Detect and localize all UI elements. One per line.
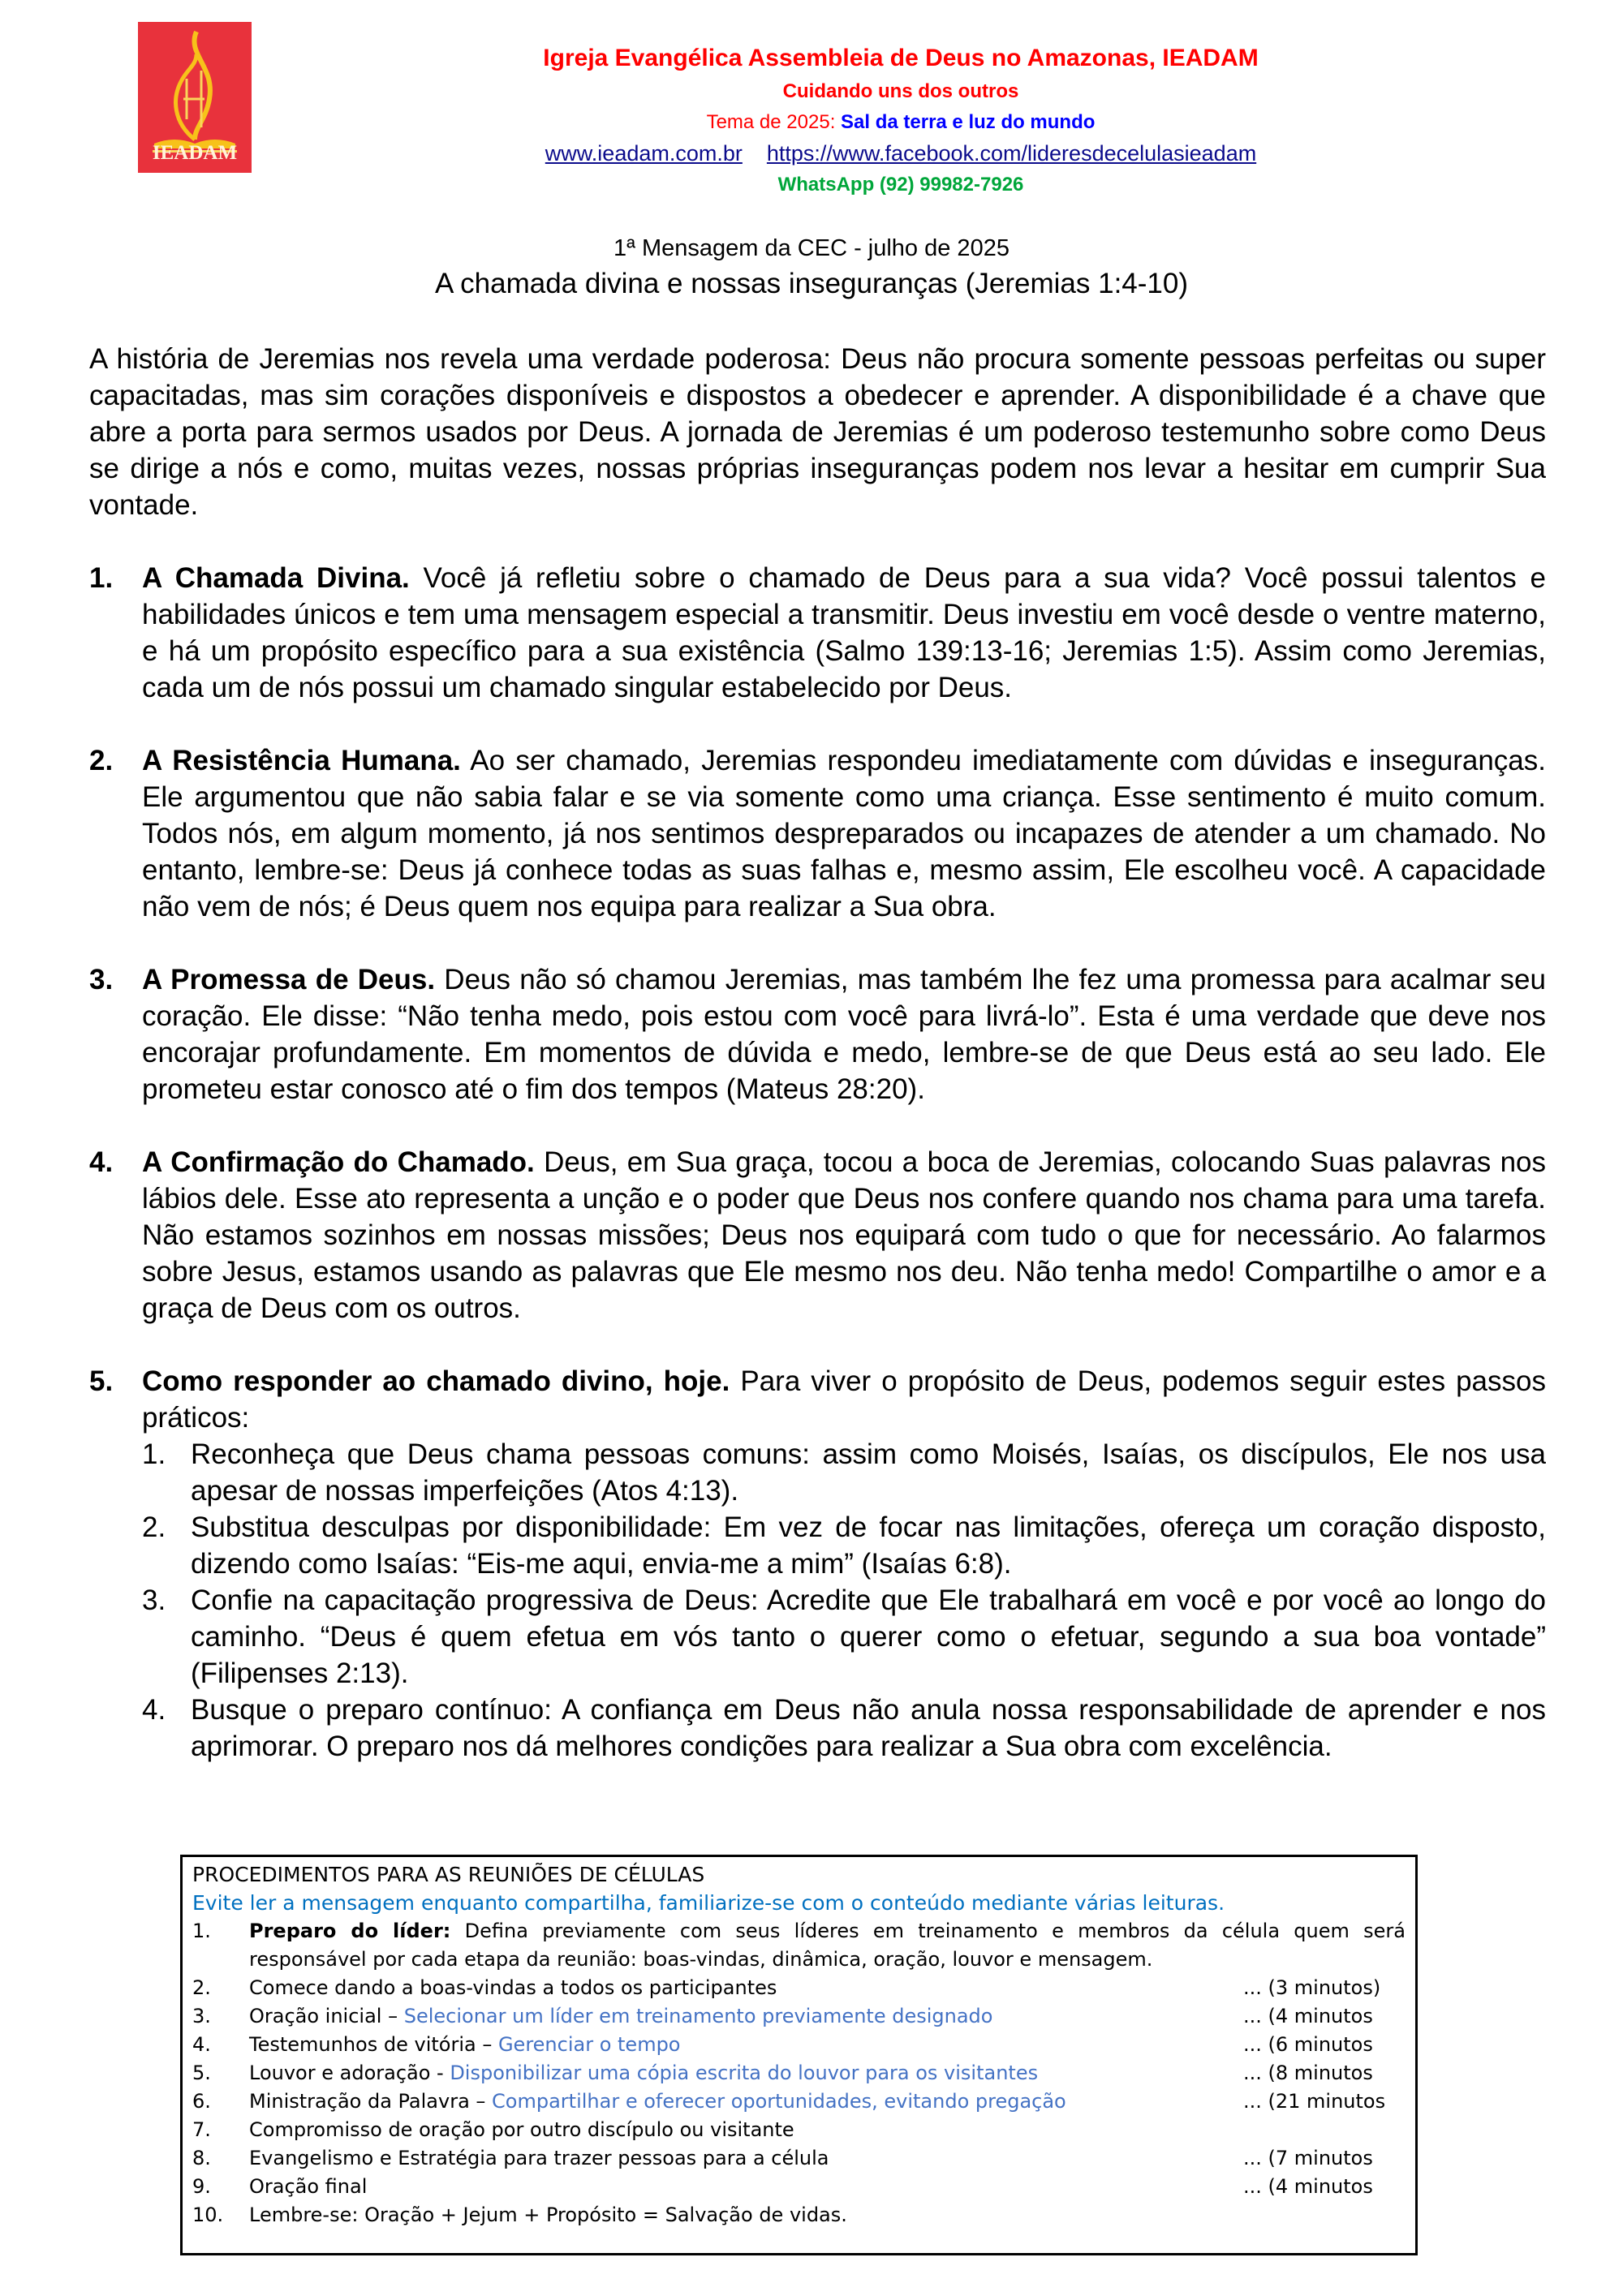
procedure-item: [192, 2059, 1406, 2087]
procedure-item: [192, 2031, 1406, 2059]
procedure-number: 1.: [192, 1920, 211, 1942]
procedure-item: [192, 2087, 1406, 2116]
procedure-number: 2.: [192, 1976, 211, 1999]
intro-paragraph: A história de Jeremias nos revela uma verdade poderosa: Deus não procura somente pessoas perfeitas ou super capacitadas, mas sim corações disponíveis e dispostos a obedecer e aprender. A disponibilidade é a chave que abre a porta para sermos usados por Deus. A jornada de Jeremias é um poderoso testemunho sobre como Deus se dirige a nós e como, muitas vezes, nossas próprias inseguranças podem nos levar a hesitar em cumprir Sua vontade.: [89, 343, 1546, 521]
point-number: 1.: [89, 562, 114, 594]
document-header: [308, 41, 1493, 201]
procedure-text: Lembre-se: Oração + Jejum + Propósito = Salvação de vidas.: [249, 2204, 847, 2226]
procedure-number: 3.: [192, 2005, 211, 2027]
procedure-item: [192, 2144, 1406, 2173]
procedure-number: 6.: [192, 2090, 211, 2113]
links-line: [308, 138, 1493, 169]
procedure-number: 10.: [192, 2204, 224, 2226]
procedure-number: 4.: [192, 2033, 211, 2056]
facebook-link[interactable]: https://www.facebook.com/lideresdecelulasieadam: [766, 141, 1257, 166]
point-2: [89, 742, 1546, 925]
website-link[interactable]: www.ieadam.com.br: [545, 141, 743, 166]
procedure-text: Oração inicial –: [249, 2005, 404, 2027]
message-title: A chamada divina e nossas inseguranças (Jeremias 1:4-10): [435, 268, 1188, 299]
practical-step: [142, 1692, 1546, 1765]
step-number: 3.: [142, 1584, 166, 1616]
procedure-item: [192, 2173, 1406, 2201]
procedure-number: 5.: [192, 2062, 211, 2084]
point-5: [89, 1363, 1546, 1765]
procedure-item: [192, 2201, 1406, 2229]
procedure-time: ... (3 minutos): [1243, 1976, 1381, 1999]
practical-step: [142, 1436, 1546, 1509]
message-body: [89, 341, 1546, 1801]
point-heading: A Resistência Humana.: [142, 745, 461, 776]
step-text: Reconheça que Deus chama pessoas comuns: assim como Moisés, Isaías, os discípulos, Ele nos usa apesar de nossas imperfeições (Atos 4:13).: [191, 1438, 1546, 1507]
procedures-title: PROCEDIMENTOS PARA AS REUNIÕES DE CÉLULAS: [192, 1863, 705, 1886]
organization-name: Igreja Evangélica Assembleia de Deus no Amazonas, IEADAM: [543, 45, 1259, 71]
procedure-time: ... (21 minutos: [1243, 2090, 1386, 2113]
theme-value: Sal da terra e luz do mundo: [841, 111, 1096, 133]
procedure-text: Testemunhos de vitória –: [249, 2033, 498, 2056]
step-number: 2.: [142, 1511, 166, 1543]
procedure-time: ... (6 minutos: [1243, 2033, 1373, 2056]
motto: Cuidando uns dos outros: [782, 80, 1019, 102]
procedure-bold: Preparo do líder:: [249, 1920, 451, 1942]
procedure-text: Defina previamente com seus líderes em treinamento e membros da célula quem será responsável por cada etapa da reunião: boas-vindas, dinâmica, oração, louvor e mensagem.: [249, 1920, 1406, 1971]
logo-text: IEADAM: [152, 142, 238, 164]
step-number: 1.: [142, 1438, 166, 1470]
point-heading: A Chamada Divina.: [142, 562, 410, 594]
theme-line: [308, 107, 1493, 138]
practical-steps-list: [142, 1436, 1546, 1765]
point-text: Deus, em Sua graça, tocou a boca de Jeremias, colocando Suas palavras nos lábios dele. Esse ato representa a unção e o poder que Deus nos confere quando nos chama para uma tarefa. Não estamos sozinhos em nossas missões; Deus nos equipará com tudo o que for necessário. Ao falarmos sobre Jesus, estamos usando as palavras que Ele mesmo nos deu. Não tenha medo! Compartilhe o amor e a graça de Deus com os outros.: [142, 1146, 1546, 1324]
ieadam-logo: [138, 22, 252, 173]
procedure-item: [192, 2116, 1406, 2144]
point-text: Deus não só chamou Jeremias, mas também lhe fez uma promessa para acalmar seu coração. Ele disse: “Não tenha medo, pois estou com você para livrá-lo”. Esta é uma verdade que deve nos encorajar profundamente. Em momentos de dúvida e medo, lembre-se de que Deus está ao seu lado. Ele prometeu estar conosco até o fim dos tempos (Mateus 28:20).: [142, 964, 1546, 1105]
procedure-note: Gerenciar o tempo: [497, 2033, 681, 2056]
procedure-number: 8.: [192, 2147, 211, 2169]
procedure-time: ... (7 minutos: [1243, 2147, 1373, 2169]
step-number: 4.: [142, 1694, 166, 1726]
point-text: Você já refletiu sobre o chamado de Deus para a sua vida? Você possui talentos e habilidades únicos e tem uma mensagem especial a transmitir. Deus investiu em você desde o ventre materno, e há um propósito específico para a sua existência (Salmo 139:13-16; Jeremias 1:5). Assim como Jeremias, cada um de nós possui um chamado singular estabelecido por Deus.: [142, 562, 1546, 703]
procedure-text: Evangelismo e Estratégia para trazer pessoas para a célula: [249, 2147, 829, 2169]
procedure-time: ... (8 minutos: [1243, 2062, 1373, 2084]
procedure-item: [192, 1917, 1406, 1974]
procedure-time: ... (4 minutos: [1243, 2175, 1373, 2198]
procedure-text: Oração final: [249, 2175, 368, 2198]
point-heading: A Confirmação do Chamado.: [142, 1146, 535, 1178]
point-4: [89, 1144, 1546, 1326]
procedure-number: 9.: [192, 2175, 211, 2198]
procedure-item: [192, 1974, 1406, 2002]
whatsapp-contact: WhatsApp (92) 99982-7926: [777, 174, 1024, 196]
procedure-item: [192, 2002, 1406, 2031]
procedure-number: 7.: [192, 2118, 211, 2141]
message-subtitle: 1ª Mensagem da CEC - julho de 2025: [613, 235, 1010, 261]
point-text: Para viver o propósito de Deus, podemos seguir estes passos práticos:: [142, 1365, 1546, 1434]
procedure-time: ... (4 minutos: [1243, 2005, 1373, 2027]
procedures-note: Evite ler a mensagem enquanto compartilha, familiarize-se com o conteúdo mediante várias leituras.: [192, 1891, 1225, 1915]
point-number: 2.: [89, 745, 114, 776]
procedure-text: Louvor e adoração -: [249, 2062, 450, 2084]
point-1: [89, 560, 1546, 706]
theme-label: Tema de 2025:: [706, 111, 836, 133]
procedure-note: Compartilhar e oferecer oportunidades, evitando pregação: [492, 2090, 1066, 2113]
procedure-text: Compromisso de oração por outro discípulo ou visitante: [249, 2118, 794, 2141]
step-text: Confie na capacitação progressiva de Deus: Acredite que Ele trabalhará em você e por você ao longo do caminho. “Deus é quem efetua em vós tanto o querer como o efetuar, segundo a sua boa vontade” (Filipenses 2:13).: [191, 1584, 1546, 1689]
procedure-text: Comece dando a boas-vindas a todos os participantes: [249, 1976, 777, 1999]
procedure-text: Ministração da Palavra –: [249, 2090, 493, 2113]
procedures-box: [180, 1855, 1418, 2255]
point-text: Ao ser chamado, Jeremias respondeu imediatamente com dúvidas e inseguranças. Ele argumentou que não sabia falar e se via somente como uma criança. Esse sentimento é muito comum. Todos nós, em algum momento, já nos sentimos despreparados ou incapazes de atender a um chamado. No entanto, lembre-se: Deus já conhece todas as suas falhas e, mesmo assim, Ele escolheu você. A capacidade não vem de nós; é Deus quem nos equipa para realizar a Sua obra.: [142, 745, 1546, 922]
practical-step: [142, 1509, 1546, 1582]
point-heading: Como responder ao chamado divino, hoje.: [142, 1365, 730, 1397]
point-number: 4.: [89, 1146, 114, 1178]
point-heading: A Promessa de Deus.: [142, 964, 436, 995]
point-3: [89, 961, 1546, 1107]
step-text: Substitua desculpas por disponibilidade: Em vez de focar nas limitações, ofereça um coração disposto, dizendo como Isaías: “Eis-me aqui, envia-me a mim” (Isaías 6:8).: [191, 1511, 1546, 1580]
practical-step: [142, 1582, 1546, 1692]
step-text: Busque o preparo contínuo: A confiança em Deus não anula nossa responsabilidade de aprender e nos aprimorar. O preparo nos dá melhores condições para realizar a Sua obra com excelência.: [191, 1694, 1546, 1762]
procedure-note: Disponibilizar uma cópia escrita do louvor para os visitantes: [450, 2062, 1039, 2084]
point-number: 5.: [89, 1365, 114, 1397]
point-number: 3.: [89, 964, 114, 995]
procedure-note: Selecionar um líder em treinamento previamente designado: [403, 2005, 993, 2027]
